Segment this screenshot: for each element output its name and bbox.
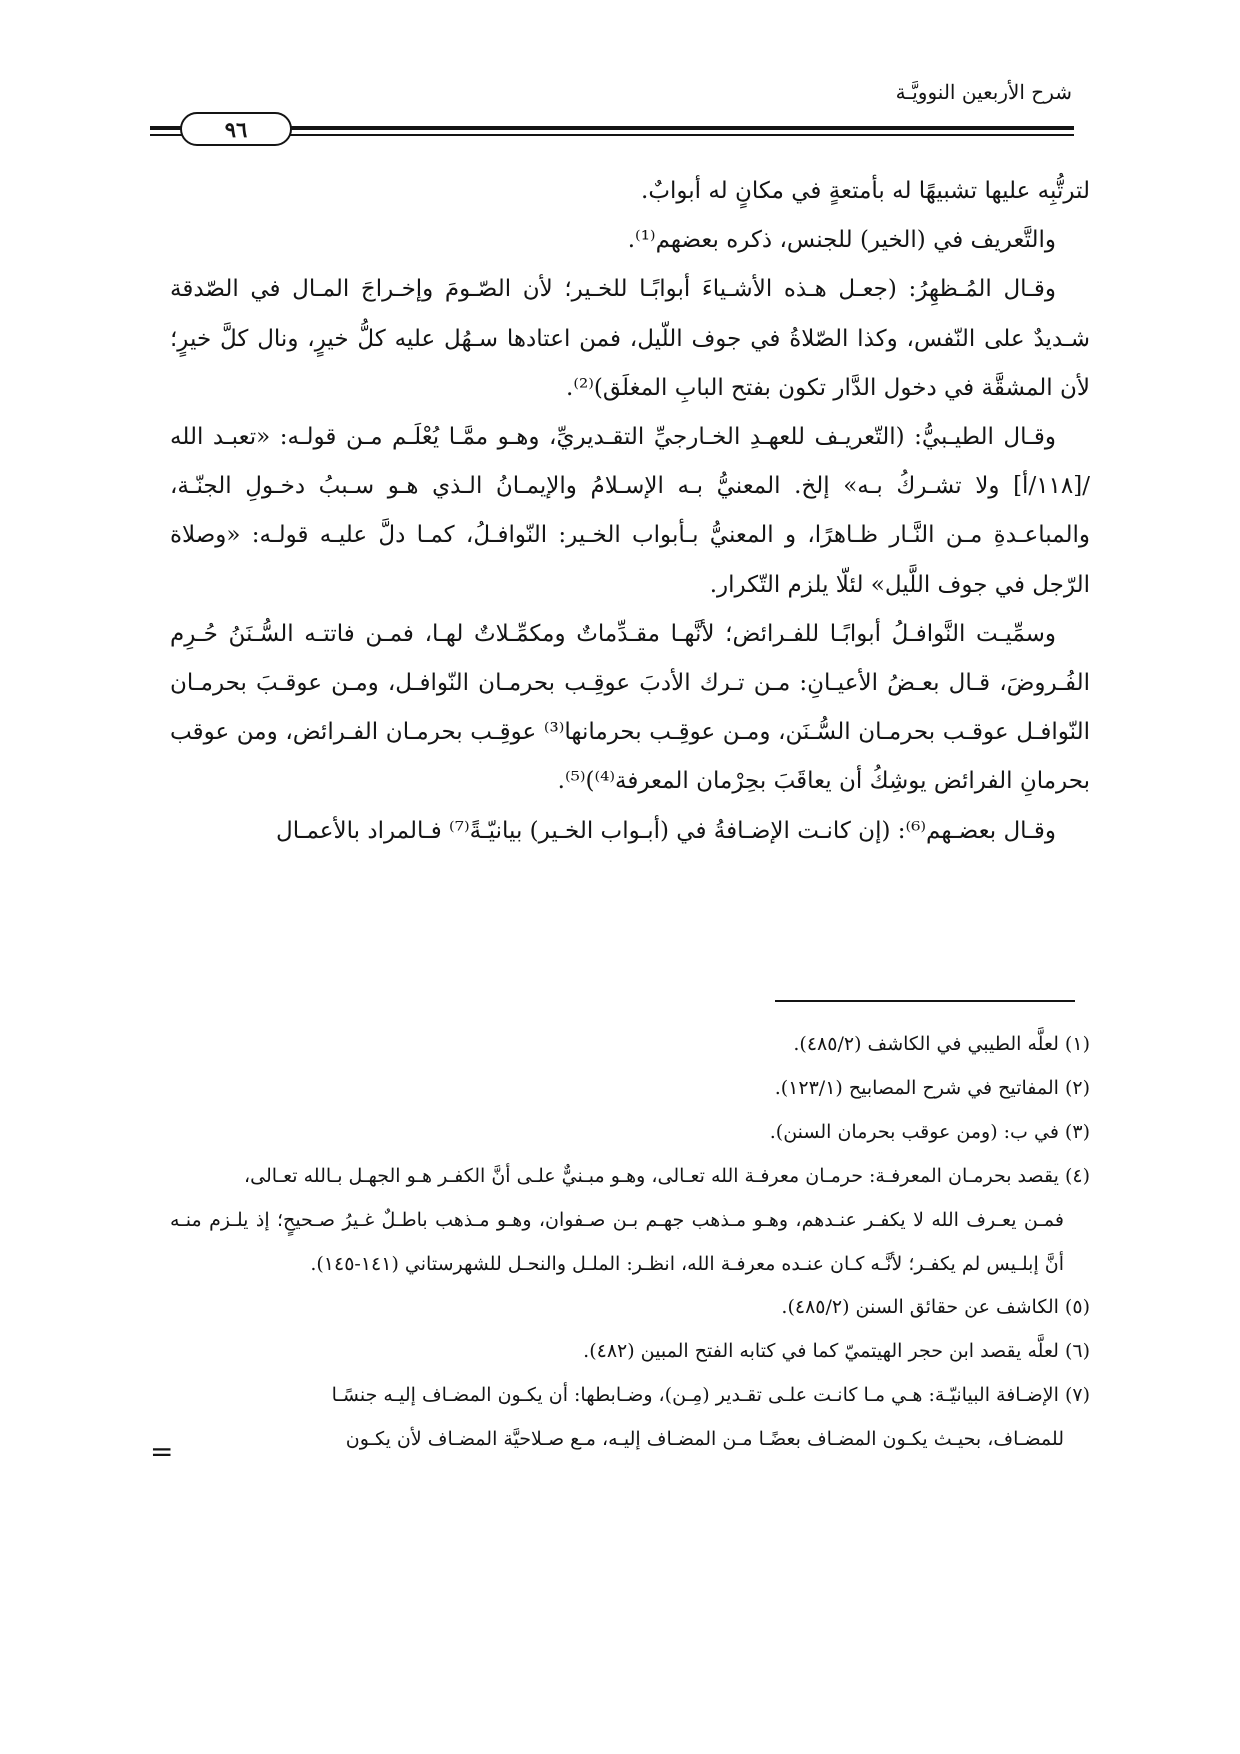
- footnote-6: (٦) لعلَّه يقصد ابن حجر الهيتميّ كما في كتابه الفتح المبين (٤٨٢).: [583, 1340, 1090, 1363]
- footnote-3: (٣) في ب: (ومن عوقب بحرمان السنن).: [769, 1120, 1090, 1143]
- paragraph-4: وقـال الطيـبيُّ: (التّعريـف للعهـدِ الخـارجيِّ التقـديريِّ، وهـو ممَّـا يُعْلَـم مـن قولـه: «تعبـد الله /[١١٨/أ] ولا تشـركُ بـه» إلخ. المعنيُّ بـه الإسـلامُ والإيمـانُ الـذي هـو سـببُ دخـولِ الجنّـة، والمباعـدةِ مـن النَّـار ظـاهرًا، و المعنيُّ بـأبواب الخـير: النّوافـلُ، كمـا دلَّ عليـه قولـه: «وصلاة الرّجل في جوف اللَّيل» لئلّا يلزم التّكرار.: [170, 424, 1090, 598]
- footnote-7-continuation: للمضـاف، بحيـث يكـون المضـاف بعضًـا مـن المضـاف إليـه، مـع صـلاحيَّة المضـاف لأن يكـون: [345, 1428, 1064, 1451]
- footnotes: [170, 1023, 1090, 1462]
- paragraph-5: وسمِّيـت النَّوافـلُ أبوابًـا للفـرائض؛ لأنَّهـا مقـدِّماتٌ ومكمِّـلاتٌ لهـا، فمـن فاتتـه السُّـنَنُ حُـرِم الفُـروضَ، قـال بعـضُ الأعيـانِ: مـن تـرك الأدبَ عوقِـب بحرمـان النّوافـل، ومـن عوقـبَ بحرمـان النّوافـل عوقـب بحرمـان السُّـنَن، ومـن عوقِـب بحرمانها⁽³⁾ عوقِـب بحرمـان الفـرائض، ومن عوقب بحرمانِ الفرائض يوشِكُ أن يعاقَبَ بحِرْمان المعرفة⁽⁴⁾)⁽⁵⁾.: [170, 620, 1090, 795]
- paragraph-6: وقـال بعضـهم⁽⁶⁾: (إن كانـت الإضـافةُ في (أبـواب الخـير) بيانيّـةً⁽⁷⁾ فـالمراد بالأعمـال: [276, 817, 1056, 844]
- paragraph-3: وقـال المُـظهِرُ: (جعـل هـذه الأشـياءَ أبوابًـا للخـير؛ لأن الصّـومَ وإخـراجَ المـال في الصّدقة شـديدٌ على النّفس، وكذا الصّلاةُ في جوف اللّيل، فمن اعتادها سـهُل عليه كلُّ خيرٍ، ونال كلَّ خيرٍ؛ لأن المشقَّة في دخول الدَّار تكون بفتح البابِ المغلَق)⁽²⁾.: [170, 276, 1090, 401]
- footnote-5: (٥) الكاشف عن حقائق السنن (٤٨٥/٢).: [781, 1296, 1090, 1319]
- running-title: شرح الأربعين النوويَّـة: [895, 80, 1072, 104]
- footnote-7: (٧) الإضـافة البيانيّـة: هـي مـا كانـت علـى تقـدير (مِـن)، وضـابطها: أن يكـون المضـاف إليـه جنسًـا: [331, 1384, 1090, 1407]
- paragraph-1: لترتُّبِه عليها تشبيهًا له بأمتعةٍ في مكانٍ له أبوابٌ.: [641, 178, 1090, 204]
- footnote-2: (٢) المفاتيح في شرح المصابيح (١٢٣/١).: [774, 1076, 1090, 1099]
- footnote-4: (٤) يقصد بحرمـان المعرفـة: حرمـان معرفـة الله تعـالى، وهـو مبـنيٌّ علـى أنَّ الكفـر هـو الجهـل بـالله تعـالى،: [243, 1164, 1090, 1187]
- footnote-separator: [775, 1000, 1075, 1002]
- paragraph-2: والتَّعريف في (الخير) للجنس، ذكره بعضهم⁽¹⁾.: [627, 227, 1056, 254]
- page-number-badge: ٩٦: [180, 112, 292, 146]
- footnote-1: (١) لعلَّه الطيبي في الكاشف (٤٨٥/٢).: [793, 1033, 1090, 1055]
- footnote-4-continuation: فمـن يعـرف الله لا يكفـر عنـدهم، وهـو مـذهب جهـم بـن صـفوان، وهـو مـذهب باطـلٌ غـيرُ صـحيحٍ؛ إذ يلـزم منـه أنَّ إبلـيس لم يكفـر؛ لأنَّـه كـان عنـده معرفـة الله، انظـر: الملـل والنحـل للشهرستاني (١٤١-١٤٥).: [170, 1208, 1064, 1275]
- main-text: [170, 167, 1090, 856]
- footnote-continuation-mark: =: [150, 1435, 174, 1468]
